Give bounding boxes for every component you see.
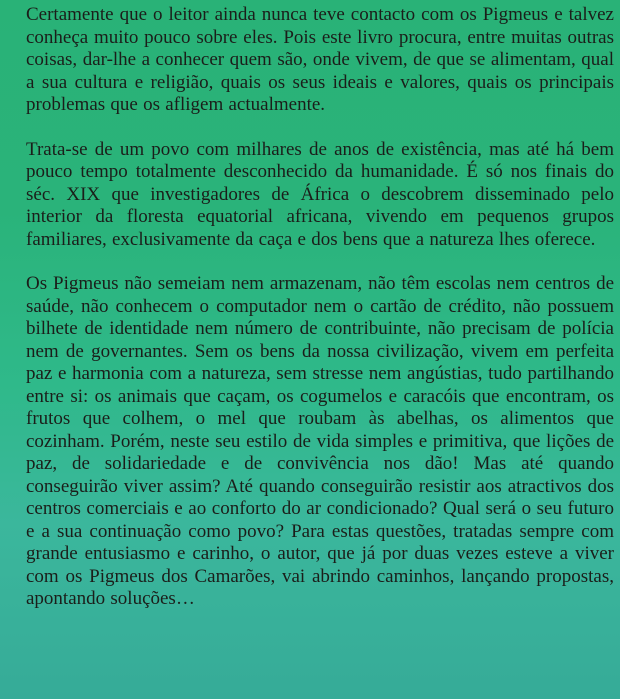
paragraph-introduction: Certamente que o leitor ainda nunca teve contacto com os Pigmeus e talvez conheça muito pouco sobre eles. Pois este livro procura, entre muitas outras coisas, dar-lhe a conhecer quem são, onde vivem, de que se alimentam, qual a sua cultura e religião, quais os seus ideais e valores, quais os principais problemas que os afligem actualmente. (26, 4, 614, 115)
paragraph-history: Trata-se de um povo com milhares de anos de existência, mas até há bem pouco tempo totalmente desconhecido da humanidade. É só nos finais do séc. XIX que investigadores de África o descobrem disseminado pelo interior da floresta equatorial africana, vivendo em pequenos grupos familiares, exclusivamente da caça e dos bens que a natureza lhes oferece. (26, 138, 614, 250)
paragraph-way-of-life: Os Pigmeus não semeiam nem armazenam, não têm escolas nem centros de saúde, não conhecem o computador nem o cartão de crédito, não possuem bilhete de identidade nem número de contribuinte, não precisam de polícia nem de governantes. Sem os bens da nossa civilização, vivem em perfeita paz e harmonia com a natureza, sem stresse nem angústias, tudo partilhando entre si: os animais que caçam, os cogumelos e caracóis que encontram, os frutos que colhem, o mel que roubam às abelhas, os alimentos que cozinham. Porém, neste seu estilo de vida simples e primitiva, que lições de paz, de solidariedade e de convivência nos dão! Mas até quando conseguirão viver assim? Até quando conseguirão resistir aos atractivos dos centros comerciais e ao conforto do ar condicionado? Qual será o seu futuro e a sua continuação como povo? Para estas questões, tratadas sempre com grande entusiasmo e carinho, o autor, que já por duas vezes esteve a viver com os Pigmeus dos Camarões, vai abrindo caminhos, lançando propostas, apontando soluções… (26, 273, 614, 609)
